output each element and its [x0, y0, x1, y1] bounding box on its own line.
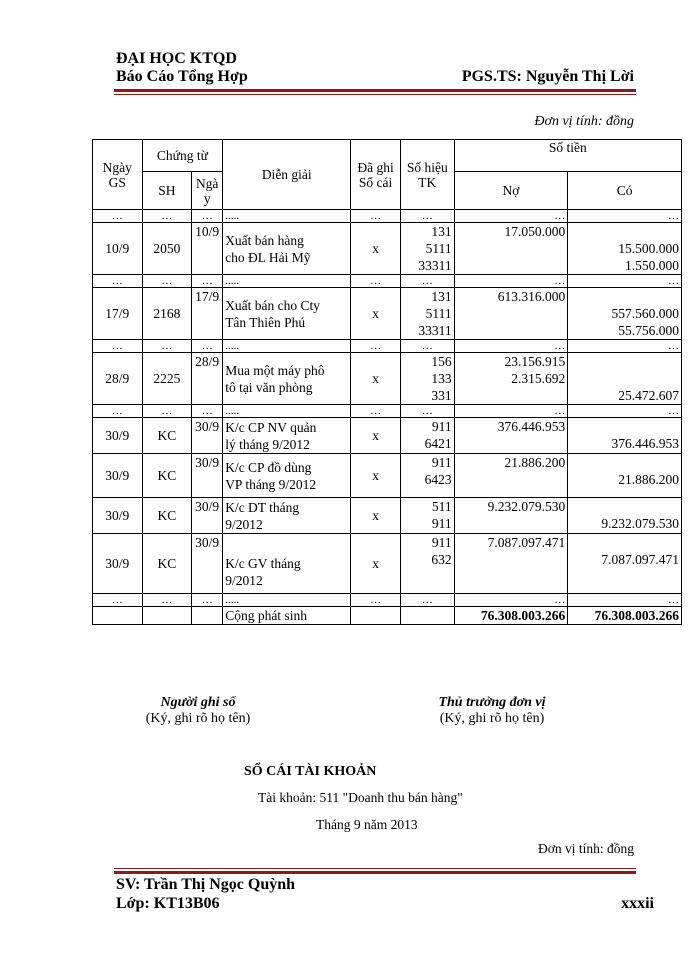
dot-cell: …: [351, 594, 401, 607]
dot-row: [93, 405, 682, 418]
row-posted: x: [351, 418, 401, 454]
row-posted: x: [351, 223, 401, 275]
empty-cell: [351, 607, 401, 625]
row-description: Xuất bán hàng cho ĐL Hải Mỹ: [223, 223, 351, 275]
total-debit: 76.308.003.266: [454, 607, 568, 625]
empty-cell: [93, 607, 143, 625]
row-debit: 21.886.200: [454, 454, 568, 498]
row-credit: 557.560.000 55.756.000: [568, 288, 682, 340]
row-description: K/c GV tháng 9/2012: [223, 534, 351, 594]
row-voucher-date: 10/9: [192, 223, 223, 275]
signature-left: [118, 695, 278, 727]
row-voucher-date: 28/9: [192, 353, 223, 405]
row-date: 30/9: [93, 418, 143, 454]
report-title: Báo Cáo Tổng Hợp: [116, 68, 248, 85]
dot-row: [93, 340, 682, 353]
dot-cell: .....: [223, 210, 351, 223]
dot-cell: …: [93, 594, 143, 607]
row-description: K/c CP đồ dùng VP tháng 9/2012: [223, 454, 351, 498]
dot-cell: …: [93, 275, 143, 288]
dot-cell: …: [93, 210, 143, 223]
total-credit: 76.308.003.266: [568, 607, 682, 625]
dot-cell: …: [400, 340, 454, 353]
row-voucher-date: 30/9: [192, 534, 223, 594]
row-description: K/c DT tháng 9/2012: [223, 498, 351, 534]
row-credit: 15.500.000 1.550.000: [568, 223, 682, 275]
row-credit: 376.446.953: [568, 418, 682, 454]
dot-cell: …: [192, 594, 223, 607]
row-account: 911 632: [400, 534, 454, 594]
row-voucher-sh: KC: [142, 418, 192, 454]
row-debit: 613.316.000: [454, 288, 568, 340]
table-row: [93, 418, 682, 454]
dot-cell: .....: [223, 340, 351, 353]
dot-cell: …: [192, 275, 223, 288]
dot-cell: …: [142, 210, 192, 223]
empty-cell: [192, 607, 223, 625]
page-number: xxxii: [621, 895, 654, 912]
row-date: 30/9: [93, 498, 143, 534]
dot-cell: …: [400, 594, 454, 607]
row-description: K/c CP NV quản lý tháng 9/2012: [223, 418, 351, 454]
dot-cell: …: [568, 340, 682, 353]
row-voucher-date: 17/9: [192, 288, 223, 340]
ledger-title: SỔ CÁI TÀI KHOẢN: [244, 764, 377, 779]
col-credit-header: Có: [568, 172, 682, 210]
row-date: 28/9: [93, 353, 143, 405]
row-credit: 21.886.200: [568, 454, 682, 498]
empty-cell: [142, 607, 192, 625]
row-voucher-sh: 2225: [142, 353, 192, 405]
row-date: 30/9: [93, 534, 143, 594]
dot-cell: …: [93, 340, 143, 353]
dot-cell: …: [142, 340, 192, 353]
col-voucher-header: Chứng từ: [142, 140, 223, 172]
dot-cell: …: [351, 340, 401, 353]
row-description: Mua một máy phô tô tại văn phòng: [223, 353, 351, 405]
dot-cell: …: [568, 405, 682, 418]
total-label: Cộng phát sinh: [223, 607, 351, 625]
dot-cell: …: [351, 275, 401, 288]
row-voucher-sh: KC: [142, 454, 192, 498]
signature-right-title: Thủ trưởng đơn vị: [438, 695, 546, 710]
row-voucher-sh: 2050: [142, 223, 192, 275]
row-posted: x: [351, 534, 401, 594]
dot-cell: …: [568, 594, 682, 607]
empty-cell: [400, 607, 454, 625]
dot-cell: …: [192, 405, 223, 418]
signature-left-title: Người ghi sổ: [160, 695, 236, 710]
table-row: [93, 353, 682, 405]
dot-cell: …: [192, 340, 223, 353]
row-posted: x: [351, 454, 401, 498]
header-rule: [114, 89, 636, 92]
dot-cell: …: [454, 405, 568, 418]
row-voucher-date: 30/9: [192, 498, 223, 534]
row-date: 10/9: [93, 223, 143, 275]
ledger-month: Tháng 9 năm 2013: [316, 817, 418, 832]
row-date: 30/9: [93, 454, 143, 498]
ledger-account: Tài khoản: 511 "Doanh thu bán hàng": [258, 790, 463, 805]
row-account: 156 133 331: [400, 353, 454, 405]
signature-right-note: (Ký, ghi rõ họ tên): [439, 711, 545, 726]
dot-cell: …: [568, 275, 682, 288]
row-credit: 7.087.097.471: [568, 534, 682, 594]
row-posted: x: [351, 353, 401, 405]
dot-cell: …: [454, 594, 568, 607]
dot-cell: …: [400, 210, 454, 223]
dot-cell: …: [454, 275, 568, 288]
dot-cell: …: [192, 210, 223, 223]
ledger-unit: Đơn vị tính: đồng: [537, 841, 634, 856]
dot-cell: …: [142, 405, 192, 418]
dot-cell: .....: [223, 275, 351, 288]
total-row: [93, 607, 682, 625]
footer-rule: [114, 871, 636, 874]
instructor-name: PGS.TS: Nguyễn Thị Lời: [461, 68, 634, 85]
row-credit: 9.232.079.530: [568, 498, 682, 534]
dot-cell: .....: [223, 405, 351, 418]
table-row: [93, 288, 682, 340]
row-description: Xuất bán cho Cty Tân Thiên Phú: [223, 288, 351, 340]
col-acct-header: Số hiệu TK: [400, 140, 454, 210]
table-row: [93, 223, 682, 275]
dot-cell: …: [142, 594, 192, 607]
col-ngay-header: Ngà y: [192, 172, 223, 210]
col-desc-header: Diễn giải: [223, 140, 351, 210]
row-debit: 17.050.000: [454, 223, 568, 275]
row-voucher-sh: 2168: [142, 288, 192, 340]
class-name: Lớp: KT13B06: [116, 895, 220, 912]
row-account: 511 911: [400, 498, 454, 534]
col-date-header: Ngày GS: [93, 140, 143, 210]
row-account: 911 6423: [400, 454, 454, 498]
dot-row: [93, 275, 682, 288]
table-row: [93, 534, 682, 594]
row-voucher-sh: KC: [142, 498, 192, 534]
dot-cell: …: [351, 405, 401, 418]
dot-cell: …: [142, 275, 192, 288]
dot-cell: …: [454, 340, 568, 353]
dot-cell: …: [400, 405, 454, 418]
row-posted: x: [351, 498, 401, 534]
col-posted-header: Đã ghi Sổ cái: [351, 140, 401, 210]
row-voucher-date: 30/9: [192, 454, 223, 498]
dot-cell: .....: [223, 594, 351, 607]
row-voucher-sh: KC: [142, 534, 192, 594]
col-debit-header: Nợ: [454, 172, 568, 210]
table-row: [93, 454, 682, 498]
row-posted: x: [351, 288, 401, 340]
dot-cell: …: [93, 405, 143, 418]
school-name: ĐẠI HỌC KTQD: [116, 50, 237, 67]
student-name: SV: Trần Thị Ngọc Quỳnh: [116, 876, 296, 893]
signature-right: [412, 695, 572, 727]
row-debit: 23.156.915 2.315.692: [454, 353, 568, 405]
dot-row: [93, 210, 682, 223]
dot-cell: …: [568, 210, 682, 223]
dot-cell: …: [400, 275, 454, 288]
signature-left-note: (Ký, ghi rõ họ tên): [145, 711, 251, 726]
dot-row: [93, 594, 682, 607]
col-amount-header: Số tiền: [454, 140, 681, 172]
header-rule-thin: [114, 94, 636, 95]
row-account: 131 5111 33311: [400, 288, 454, 340]
row-debit: 9.232.079.530: [454, 498, 568, 534]
row-date: 17/9: [93, 288, 143, 340]
row-account: 911 6421: [400, 418, 454, 454]
row-account: 131 5111 33311: [400, 223, 454, 275]
footer-rule-thin: [114, 868, 636, 869]
unit-note: Đơn vị tính: đồng: [534, 114, 634, 129]
row-debit: 376.446.953: [454, 418, 568, 454]
journal-table: [92, 139, 682, 625]
row-voucher-date: 30/9: [192, 418, 223, 454]
col-sh-header: SH: [142, 172, 192, 210]
table-row: [93, 498, 682, 534]
row-credit: 25.472.607: [568, 353, 682, 405]
dot-cell: …: [454, 210, 568, 223]
row-debit: 7.087.097.471: [454, 534, 568, 594]
dot-cell: …: [351, 210, 401, 223]
